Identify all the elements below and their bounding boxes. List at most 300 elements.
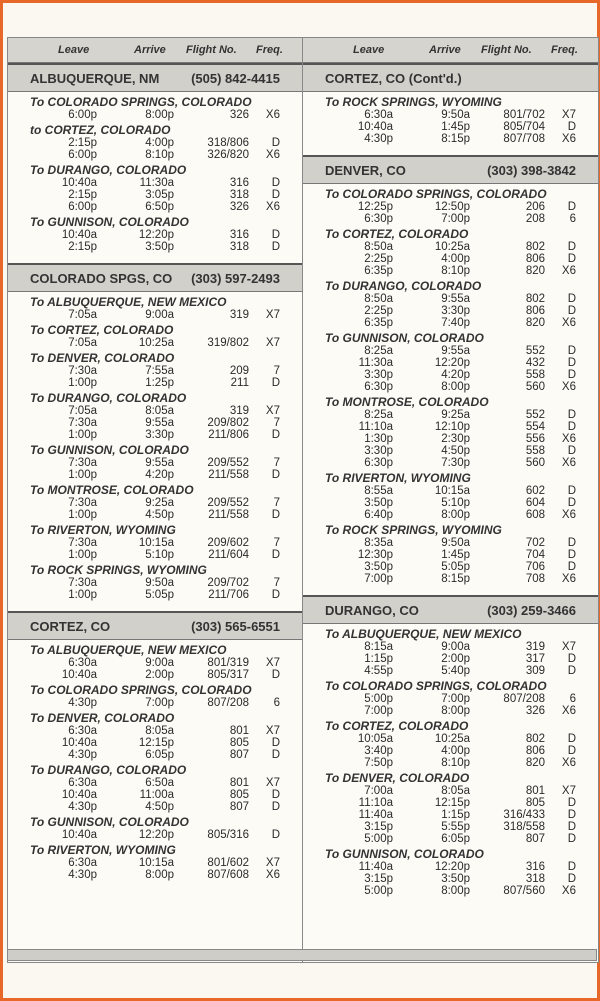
leave-time: 6:30a: [68, 725, 97, 737]
arrive-time: 10:15a: [434, 485, 470, 497]
leave-time: 8:25a: [364, 345, 393, 357]
destination-heading: To COLORADO SPRINGS, COLORADO: [30, 683, 252, 697]
leave-time: 6:30p: [364, 213, 393, 225]
destination-heading: To GUNNISON, COLORADO: [325, 331, 484, 345]
frequency: D: [271, 429, 280, 441]
phone-number: (303) 597-2493: [191, 271, 280, 286]
leave-time: 7:05a: [68, 337, 97, 349]
flight-number: 318/806: [207, 137, 249, 149]
flight-number: 805/704: [503, 121, 545, 133]
flight-number: 318/558: [503, 821, 545, 833]
arrive-time: 6:05p: [441, 833, 470, 845]
frequency: X6: [265, 149, 280, 161]
flight-number: 801: [525, 785, 545, 797]
frequency: 6: [273, 697, 280, 709]
leave-time: 5:00p: [364, 693, 393, 705]
flight-number: 802: [525, 733, 545, 745]
flight-number: 211: [230, 377, 249, 389]
leave-time: 2:15p: [68, 241, 97, 253]
frequency: D: [271, 241, 280, 253]
flight-row: [8, 149, 302, 161]
frequency: X7: [265, 857, 280, 869]
flight-header: Flight No.: [481, 44, 532, 56]
leave-time: 6:00p: [68, 109, 97, 121]
left-column: [8, 38, 303, 962]
arrive-time: 1:45p: [441, 121, 470, 133]
section-spacer: [303, 585, 598, 595]
arrive-time: 4:00p: [441, 745, 470, 757]
flight-number: 807/208: [207, 697, 249, 709]
flight-number: 309: [525, 665, 545, 677]
flight-number: 807/208: [503, 693, 545, 705]
flight-number: 801: [229, 725, 249, 737]
flight-number: 604: [525, 497, 545, 509]
frequency: X6: [561, 705, 576, 717]
arrive-time: 4:50p: [145, 801, 174, 813]
leave-time: 1:00p: [68, 469, 97, 481]
leave-time: 7:00p: [364, 573, 393, 585]
arrive-header: Arrive: [134, 44, 166, 56]
city-name: DURANGO, CO: [325, 603, 419, 618]
arrive-time: 3:30p: [441, 305, 470, 317]
arrive-time: 12:15p: [434, 797, 470, 809]
frequency: D: [567, 241, 576, 253]
frequency: X7: [265, 725, 280, 737]
frequency: D: [567, 445, 576, 457]
flight-row: [8, 697, 302, 709]
flight-number: 807: [229, 801, 249, 813]
flight-number: 209/602: [207, 537, 249, 549]
flight-row: [303, 509, 598, 521]
flight-row: [303, 809, 598, 821]
frequency: D: [271, 189, 280, 201]
leave-time: 3:50p: [364, 561, 393, 573]
flight-row: [303, 549, 598, 561]
arrive-time: 7:00p: [145, 697, 174, 709]
flight-number: 326: [229, 201, 249, 213]
flight-row: [303, 665, 598, 677]
leave-time: 10:40a: [357, 121, 393, 133]
frequency: D: [567, 733, 576, 745]
flight-row: [303, 833, 598, 845]
frequency: D: [271, 789, 280, 801]
leave-time: 8:15a: [364, 641, 393, 653]
arrive-time: 8:10p: [441, 757, 470, 769]
destination-heading: To DURANGO, COLORADO: [30, 163, 187, 177]
arrive-time: 1:15p: [441, 809, 470, 821]
leave-time: 10:40a: [61, 789, 97, 801]
route-block: [303, 92, 598, 145]
arrive-time: 10:15a: [138, 857, 174, 869]
arrive-time: 12:20p: [138, 829, 174, 841]
flight-number: 807: [229, 749, 249, 761]
destination-heading: To GUNNISON, COLORADO: [30, 443, 189, 457]
flight-number: 554: [525, 421, 545, 433]
frequency: D: [567, 497, 576, 509]
flight-row: [8, 109, 302, 121]
frequency: D: [567, 873, 576, 885]
flight-row: [8, 577, 302, 589]
frequency: X6: [561, 885, 576, 897]
flight-row: [8, 201, 302, 213]
arrive-time: 12:20p: [138, 229, 174, 241]
destination-heading: to CORTEZ, COLORADO: [30, 123, 171, 137]
arrive-time: 8:00p: [441, 509, 470, 521]
frequency: D: [567, 421, 576, 433]
flight-row: [303, 733, 598, 745]
flight-row: [8, 777, 302, 789]
frequency: D: [271, 177, 280, 189]
destination-heading: To DENVER, COLORADO: [325, 771, 470, 785]
flight-number: 702: [525, 537, 545, 549]
frequency: D: [567, 369, 576, 381]
flight-row: [8, 241, 302, 253]
frequency: D: [271, 377, 280, 389]
arrive-time: 4:00p: [441, 253, 470, 265]
flight-number: 805/316: [207, 829, 249, 841]
frequency: D: [271, 737, 280, 749]
leave-time: 11:30a: [358, 357, 393, 369]
leave-time: 11:40a: [358, 861, 393, 873]
arrive-time: 9:50a: [441, 537, 470, 549]
arrive-time: 7:55a: [145, 365, 174, 377]
leave-time: 7:30a: [68, 457, 97, 469]
frequency: X6: [561, 509, 576, 521]
flight-row: [8, 137, 302, 149]
flight-number: 326: [229, 109, 249, 121]
frequency: D: [271, 589, 280, 601]
route-block: [8, 640, 302, 881]
leave-time: 10:40a: [61, 177, 97, 189]
flight-row: [8, 497, 302, 509]
flight-number: 208: [525, 213, 545, 225]
arrive-time: 3:30p: [145, 429, 174, 441]
flight-number: 209: [229, 365, 249, 377]
frequency: X6: [561, 457, 576, 469]
arrive-time: 8:00p: [145, 109, 174, 121]
frequency: D: [567, 745, 576, 757]
frequency: X6: [265, 201, 280, 213]
frequency: X7: [265, 657, 280, 669]
destination-heading: To ROCK SPRINGS, WYOMING: [325, 95, 502, 109]
arrive-time: 8:00p: [145, 869, 174, 881]
leave-time: 4:30p: [68, 749, 97, 761]
leave-time: 7:30a: [68, 577, 97, 589]
leave-time: 11:40a: [358, 809, 393, 821]
section-header: [8, 63, 302, 92]
destination-heading: To ALBUQUERQUE, NEW MEXICO: [30, 643, 227, 657]
section-spacer: [303, 145, 598, 155]
route-block: [303, 184, 598, 585]
frequency: 7: [273, 497, 280, 509]
leave-time: 2:25p: [364, 305, 393, 317]
flight-number: 558: [525, 445, 545, 457]
flight-row: [8, 365, 302, 377]
flight-number: 802: [525, 293, 545, 305]
route-block: [303, 624, 598, 897]
flight-number: 316: [229, 229, 249, 241]
leave-time: 10:40a: [61, 669, 97, 681]
flight-row: [8, 725, 302, 737]
leave-time: 1:00p: [68, 509, 97, 521]
flight-row: [303, 821, 598, 833]
phone-number: (505) 842-4415: [191, 71, 280, 86]
leave-time: 7:50p: [364, 757, 393, 769]
section-header: [8, 611, 302, 640]
leave-time: 6:30p: [364, 457, 393, 469]
flight-number: 807/560: [503, 885, 545, 897]
arrive-time: 10:25a: [434, 733, 470, 745]
flight-number: 552: [525, 345, 545, 357]
flight-row: [303, 861, 598, 873]
leave-time: 4:55p: [364, 665, 393, 677]
frequency: X6: [561, 133, 576, 145]
frequency: D: [567, 357, 576, 369]
frequency: X7: [265, 309, 280, 321]
leave-time: 8:55a: [364, 485, 393, 497]
destination-heading: To DENVER, COLORADO: [30, 351, 175, 365]
flight-number: 211/604: [208, 549, 249, 561]
arrive-header: Arrive: [429, 44, 461, 56]
frequency: 7: [273, 577, 280, 589]
flight-row: [303, 433, 598, 445]
leave-header: Leave: [58, 44, 90, 56]
arrive-time: 10:25a: [434, 241, 470, 253]
destination-heading: To GUNNISON, COLORADO: [30, 215, 189, 229]
arrive-time: 8:15p: [441, 573, 470, 585]
flight-row: [8, 537, 302, 549]
flight-number: 801/702: [503, 109, 545, 121]
arrive-time: 8:00p: [441, 381, 470, 393]
flight-number: 318: [525, 873, 545, 885]
arrive-time: 9:50a: [145, 577, 174, 589]
flight-row: [303, 705, 598, 717]
flight-row: [303, 253, 598, 265]
flight-row: [8, 869, 302, 881]
leave-time: 11:10a: [358, 797, 393, 809]
frequency: D: [271, 801, 280, 813]
flight-row: [303, 797, 598, 809]
flight-row: [303, 213, 598, 225]
arrive-time: 8:05a: [145, 405, 174, 417]
arrive-time: 8:05a: [441, 785, 470, 797]
leave-time: 10:40a: [61, 229, 97, 241]
destination-heading: To COLORADO SPRINGS, COLORADO: [325, 187, 547, 201]
phone-number: (303) 259-3466: [487, 603, 576, 618]
arrive-time: 4:20p: [145, 469, 174, 481]
flight-header: Flight No.: [186, 44, 237, 56]
flight-number: 209/802: [207, 417, 249, 429]
arrive-time: 12:15p: [138, 737, 174, 749]
flight-number: 206: [525, 201, 545, 213]
flight-row: [303, 121, 598, 133]
flight-number: 209/702: [207, 577, 249, 589]
freq-header: Freq.: [551, 44, 578, 56]
arrive-time: 6:05p: [145, 749, 174, 761]
flight-row: [303, 573, 598, 585]
flight-number: 806: [525, 253, 545, 265]
destination-heading: To MONTROSE, COLORADO: [30, 483, 194, 497]
frequency: D: [567, 653, 576, 665]
flight-number: 608: [525, 509, 545, 521]
frequency: X7: [265, 337, 280, 349]
leave-time: 3:50p: [364, 497, 393, 509]
section-spacer: [8, 601, 302, 611]
flight-number: 704: [525, 549, 545, 561]
flight-number: 805/317: [207, 669, 249, 681]
flight-number: 820: [525, 757, 545, 769]
frequency: D: [567, 821, 576, 833]
flight-row: [303, 497, 598, 509]
flight-number: 820: [525, 265, 545, 277]
arrive-time: 5:10p: [441, 497, 470, 509]
flight-row: [303, 873, 598, 885]
flight-row: [8, 377, 302, 389]
flight-row: [303, 785, 598, 797]
flight-number: 319: [229, 309, 249, 321]
flight-row: [8, 737, 302, 749]
leave-time: 6:00p: [68, 201, 97, 213]
destination-heading: To DURANGO, COLORADO: [30, 763, 187, 777]
arrive-time: 3:50p: [145, 241, 174, 253]
destination-heading: To GUNNISON, COLORADO: [325, 847, 484, 861]
frequency: 7: [273, 537, 280, 549]
leave-time: 4:30p: [68, 697, 97, 709]
leave-time: 4:30p: [68, 869, 97, 881]
frequency: D: [271, 137, 280, 149]
arrive-time: 12:10p: [434, 421, 470, 433]
frequency: D: [567, 409, 576, 421]
leave-time: 7:30a: [68, 537, 97, 549]
arrive-time: 9:25a: [441, 409, 470, 421]
flight-number: 326/820: [207, 149, 249, 161]
arrive-time: 7:40p: [441, 317, 470, 329]
flight-number: 706: [525, 561, 545, 573]
arrive-time: 9:00a: [145, 657, 174, 669]
flight-number: 560: [525, 457, 545, 469]
frequency: X7: [265, 405, 280, 417]
leave-time: 6:30a: [68, 857, 97, 869]
leave-time: 11:10a: [358, 421, 393, 433]
flight-row: [8, 657, 302, 669]
frequency: X6: [561, 265, 576, 277]
flight-row: [303, 757, 598, 769]
flight-row: [8, 417, 302, 429]
arrive-time: 5:55p: [441, 821, 470, 833]
leave-time: 2:25p: [364, 253, 393, 265]
flight-number: 556: [525, 433, 545, 445]
destination-heading: To RIVERTON, WYOMING: [30, 843, 176, 857]
column-header: [8, 38, 302, 63]
arrive-time: 4:50p: [441, 445, 470, 457]
flight-row: [8, 309, 302, 321]
freq-header: Freq.: [256, 44, 283, 56]
flight-row: [8, 429, 302, 441]
flight-number: 806: [525, 305, 545, 317]
destination-heading: To ROCK SPRINGS, WYOMING: [325, 523, 502, 537]
leave-time: 7:00p: [364, 705, 393, 717]
flight-row: [8, 549, 302, 561]
route-block: [8, 92, 302, 253]
leave-time: 6:35p: [364, 265, 393, 277]
arrive-time: 9:55a: [145, 457, 174, 469]
frequency: D: [271, 829, 280, 841]
flight-row: [8, 469, 302, 481]
frequency: X6: [265, 109, 280, 121]
destination-heading: To CORTEZ, COLORADO: [30, 323, 174, 337]
destination-heading: To CORTEZ, COLORADO: [325, 719, 469, 733]
frequency: X7: [265, 777, 280, 789]
leave-time: 7:05a: [68, 405, 97, 417]
leave-time: 5:00p: [364, 885, 393, 897]
flight-row: [303, 345, 598, 357]
flight-number: 801/602: [207, 857, 249, 869]
arrive-time: 8:00p: [441, 705, 470, 717]
frequency: D: [567, 665, 576, 677]
arrive-time: 4:50p: [145, 509, 174, 521]
flight-number: 708: [525, 573, 545, 585]
arrive-time: 10:15a: [138, 537, 174, 549]
section-header: [303, 155, 598, 184]
arrive-time: 9:55a: [441, 345, 470, 357]
arrive-time: 7:00p: [441, 213, 470, 225]
arrive-time: 8:10p: [441, 265, 470, 277]
arrive-time: 11:00a: [139, 789, 174, 801]
frequency: D: [567, 797, 576, 809]
flight-number: 558: [525, 369, 545, 381]
column-header: [303, 38, 598, 63]
flight-row: [8, 789, 302, 801]
leave-time: 4:30p: [364, 133, 393, 145]
flight-row: [303, 885, 598, 897]
arrive-time: 8:05a: [145, 725, 174, 737]
frequency: X7: [561, 641, 576, 653]
flight-row: [8, 509, 302, 521]
flight-number: 807: [525, 833, 545, 845]
flight-row: [303, 457, 598, 469]
leave-time: 1:00p: [68, 429, 97, 441]
frequency: D: [567, 561, 576, 573]
city-name: ALBUQUERQUE, NM: [30, 71, 160, 86]
arrive-time: 7:00p: [441, 693, 470, 705]
frequency: D: [567, 345, 576, 357]
leave-time: 8:50a: [364, 241, 393, 253]
flight-row: [303, 241, 598, 253]
frequency: 6: [569, 213, 576, 225]
frequency: D: [567, 809, 576, 821]
leave-time: 3:30p: [364, 445, 393, 457]
arrive-time: 6:50a: [145, 777, 174, 789]
section-header: [303, 595, 598, 624]
flight-number: 209/552: [207, 497, 249, 509]
leave-time: 1:15p: [364, 653, 393, 665]
leave-time: 3:30p: [364, 369, 393, 381]
arrive-time: 8:15p: [441, 133, 470, 145]
flight-row: [303, 293, 598, 305]
arrive-time: 9:00a: [145, 309, 174, 321]
flight-row: [303, 381, 598, 393]
arrive-time: 11:30a: [139, 177, 174, 189]
leave-time: 12:30p: [357, 549, 393, 561]
flight-number: 552: [525, 409, 545, 421]
destination-heading: To MONTROSE, COLORADO: [325, 395, 489, 409]
arrive-time: 9:25a: [145, 497, 174, 509]
flight-row: [8, 857, 302, 869]
frequency: X6: [561, 433, 576, 445]
destination-heading: To ROCK SPRINGS, WYOMING: [30, 563, 207, 577]
leave-time: 1:00p: [68, 589, 97, 601]
flight-row: [8, 189, 302, 201]
